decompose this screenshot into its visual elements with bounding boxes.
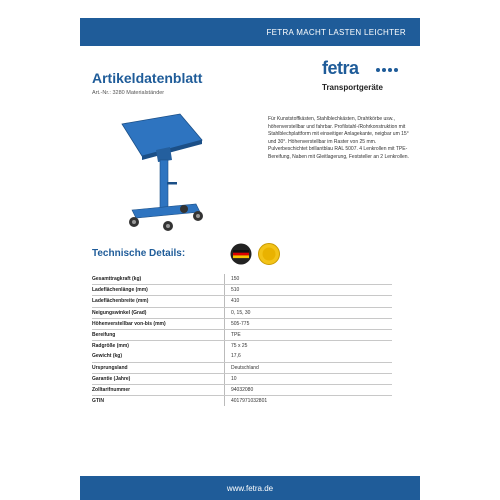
spec-value: 17,6 <box>231 353 241 360</box>
page-title: Artikeldatenblatt <box>92 70 203 86</box>
spec-value: 4017971032801 <box>231 398 268 405</box>
article-number: Art.-Nr.: 3280 Materialständer <box>92 90 165 96</box>
spec-row <box>92 351 392 362</box>
spec-row <box>92 274 392 285</box>
spec-label: Radgröße (mm) <box>92 343 129 350</box>
logo-wordmark: fetra <box>322 58 359 78</box>
spec-row <box>92 308 392 319</box>
spec-label: Gesamttragkraft (kg) <box>92 276 142 283</box>
datasheet-page <box>80 0 420 500</box>
spec-label: Gewicht (kg) <box>92 353 123 360</box>
spec-value: 75 x 25 <box>231 343 248 350</box>
spec-row <box>92 374 392 385</box>
spec-row <box>92 330 392 341</box>
spec-row <box>92 296 392 307</box>
spec-label: GTIN <box>92 398 104 405</box>
spec-value: TPE <box>231 332 241 339</box>
spec-label: Ladeflächenlänge (mm) <box>92 287 148 294</box>
product-description: Für Kunststoffkästen, Stahlblechkästen, Drahtkörbe usw., höhenverstellbar und fahrbar. Profilstahl-/Rohrkonstruktion mit Stahlblechplattform mit einseitiger Anlagekante, neigbar um 15° und 30°. Höhenverstellbar im Raster von 25 mm. Pulverbeschichtet brillantblau RAL 5007. 4 Lenkrollen mit TPE-Bereifung, Naben mit Gleitlagerung, Feststeller an 2 Lenkrollen. <box>268 116 409 160</box>
warranty-badge-icon <box>259 244 280 265</box>
spec-value: 150 <box>231 276 240 283</box>
spec-table <box>92 274 392 406</box>
spec-row <box>92 319 392 330</box>
spec-label: Bereifung <box>92 332 116 339</box>
spec-row <box>92 363 392 374</box>
spec-value: 94032080 <box>231 386 254 393</box>
spec-label: Neigungswinkel (Grad) <box>92 309 147 316</box>
spec-value: Deutschland <box>231 364 259 371</box>
spec-row <box>92 396 392 406</box>
spec-label: Garantie (Jahre) <box>92 375 131 382</box>
spec-label: Höhenverstellbar von-bis (mm) <box>92 320 166 327</box>
spec-value: 410 <box>231 298 240 305</box>
spec-row <box>92 385 392 396</box>
spec-label: Zolltarifnummer <box>92 386 131 393</box>
logo-dots-icon <box>376 68 398 72</box>
product-image <box>104 112 269 234</box>
spec-label: Ladeflächenbreite (mm) <box>92 298 149 305</box>
footer-url[interactable]: www.fetra.de <box>226 483 274 493</box>
spec-row <box>92 285 392 296</box>
spec-row <box>92 341 392 351</box>
logo-subtitle: Transportgeräte <box>322 83 383 92</box>
slogan: FETRA MACHT LASTEN LEICHTER <box>266 27 406 37</box>
quality-badges <box>230 242 282 266</box>
technical-details-heading: Technische Details: <box>92 248 186 259</box>
spec-value: 10 <box>231 375 237 382</box>
footer-banner <box>80 476 420 500</box>
spec-value: 505-775 <box>231 320 250 327</box>
spec-value: 0, 15, 30 <box>231 309 251 316</box>
made-in-germany-icon <box>231 244 252 265</box>
spec-label: Ursprungsland <box>92 364 128 371</box>
top-banner <box>80 18 420 46</box>
fetra-logo <box>322 58 404 98</box>
spec-value: 510 <box>231 287 240 294</box>
